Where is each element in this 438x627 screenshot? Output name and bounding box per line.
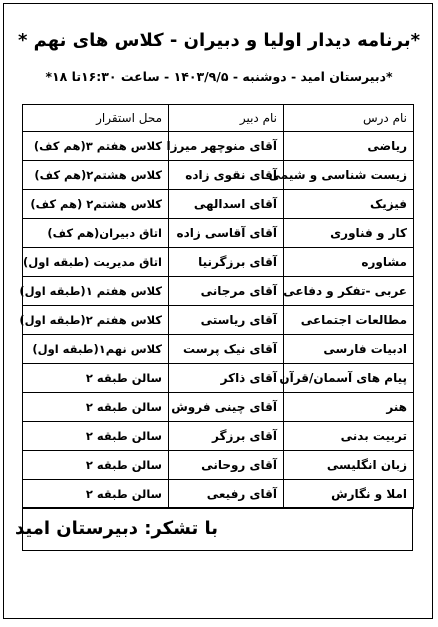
location-cell: کلاس هشتم۲ (هم کف): [23, 190, 169, 219]
subject-cell: پیام های آسمان/قرآن: [284, 364, 414, 393]
table-row: [23, 248, 414, 277]
table-row: [23, 393, 414, 422]
table-row: [23, 306, 414, 335]
location-cell: کلاس هفتم ۳(هم کف): [23, 132, 169, 161]
location-cell: کلاس هفتم ۲(طبقه اول): [23, 306, 169, 335]
table-row: [23, 277, 414, 306]
teacher-cell: آقای ریاستی: [169, 306, 284, 335]
subject-cell: عربی -تفکر و دفاعی: [284, 277, 414, 306]
location-cell: کلاس هفتم ۱(طبقه اول): [23, 277, 169, 306]
teacher-cell: آقای مرجانی: [169, 277, 284, 306]
subject-cell: زبان انگلیسی: [284, 451, 414, 480]
table-header-row: [23, 105, 414, 132]
subject-cell: مشاوره: [284, 248, 414, 277]
subject-cell: کار و فناوری: [284, 219, 414, 248]
subject-cell: فیزیک: [284, 190, 414, 219]
schedule-body: [19, 132, 414, 509]
table-row: [23, 335, 414, 364]
page-title: *برنامه دیدار اولیا و دبیران - کلاس های نهم *: [17, 30, 421, 51]
teacher-cell: آقای برزگرنیا: [169, 248, 284, 277]
teacher-cell: آقای ذاکر: [169, 364, 284, 393]
table-row: [23, 480, 414, 509]
location-cell: اتاق مدیریت (طبقه اول): [23, 248, 169, 277]
teacher-cell: آقای منوچهر میرزا: [169, 132, 284, 161]
subject-cell: ادبیات فارسی: [284, 335, 414, 364]
header-subject: نام درس: [284, 105, 414, 132]
teacher-cell: آقای آقاسی زاده: [169, 219, 284, 248]
subject-cell: ریاضی: [284, 132, 414, 161]
location-cell: سالن طبقه ۲: [23, 480, 169, 509]
location-cell: سالن طبقه ۲: [23, 451, 169, 480]
location-cell: سالن طبقه ۲: [23, 422, 169, 451]
subject-cell: زیست شناسی و شیمی: [284, 161, 414, 190]
location-cell: کلاس نهم۱(طبقه اول): [23, 335, 169, 364]
table-row: [23, 190, 414, 219]
subject-cell: هنر: [284, 393, 414, 422]
teacher-cell: آقای رفیعی: [169, 480, 284, 509]
location-cell: سالن طبقه ۲: [23, 364, 169, 393]
thanks-note: با تشکر: دبیرستان امید: [22, 507, 413, 551]
header-teacher: نام دبیر: [169, 105, 284, 132]
table-row: [23, 364, 414, 393]
teacher-cell: آقای روحانی: [169, 451, 284, 480]
location-cell: سالن طبقه ۲: [23, 393, 169, 422]
teacher-cell: آقای نیک پرست: [169, 335, 284, 364]
subject-cell: مطالعات اجتماعی: [284, 306, 414, 335]
subject-cell: املا و نگارش: [284, 480, 414, 509]
teacher-cell: آقای نقوی زاده: [169, 161, 284, 190]
header-location: محل استقرار: [23, 105, 169, 132]
teacher-cell: آقای چینی فروش: [169, 393, 284, 422]
table-row: [23, 132, 414, 161]
subject-cell: تربیت بدنی: [284, 422, 414, 451]
table-row: [23, 422, 414, 451]
teacher-cell: آقای برزگر: [169, 422, 284, 451]
table-row: [23, 219, 414, 248]
location-cell: اتاق دبیران(هم کف): [23, 219, 169, 248]
location-cell: کلاس هشتم۲(هم کف): [23, 161, 169, 190]
page-subtitle: *دبیرستان امید - دوشنبه - ۱۴۰۳/۹/۵ - ساعت ۱۶:۳۰تا ۱۸*: [45, 69, 393, 84]
table-row: [23, 161, 414, 190]
teacher-cell: آقای اسدالهی: [169, 190, 284, 219]
schedule-table: [19, 104, 414, 509]
table-row: [23, 451, 414, 480]
